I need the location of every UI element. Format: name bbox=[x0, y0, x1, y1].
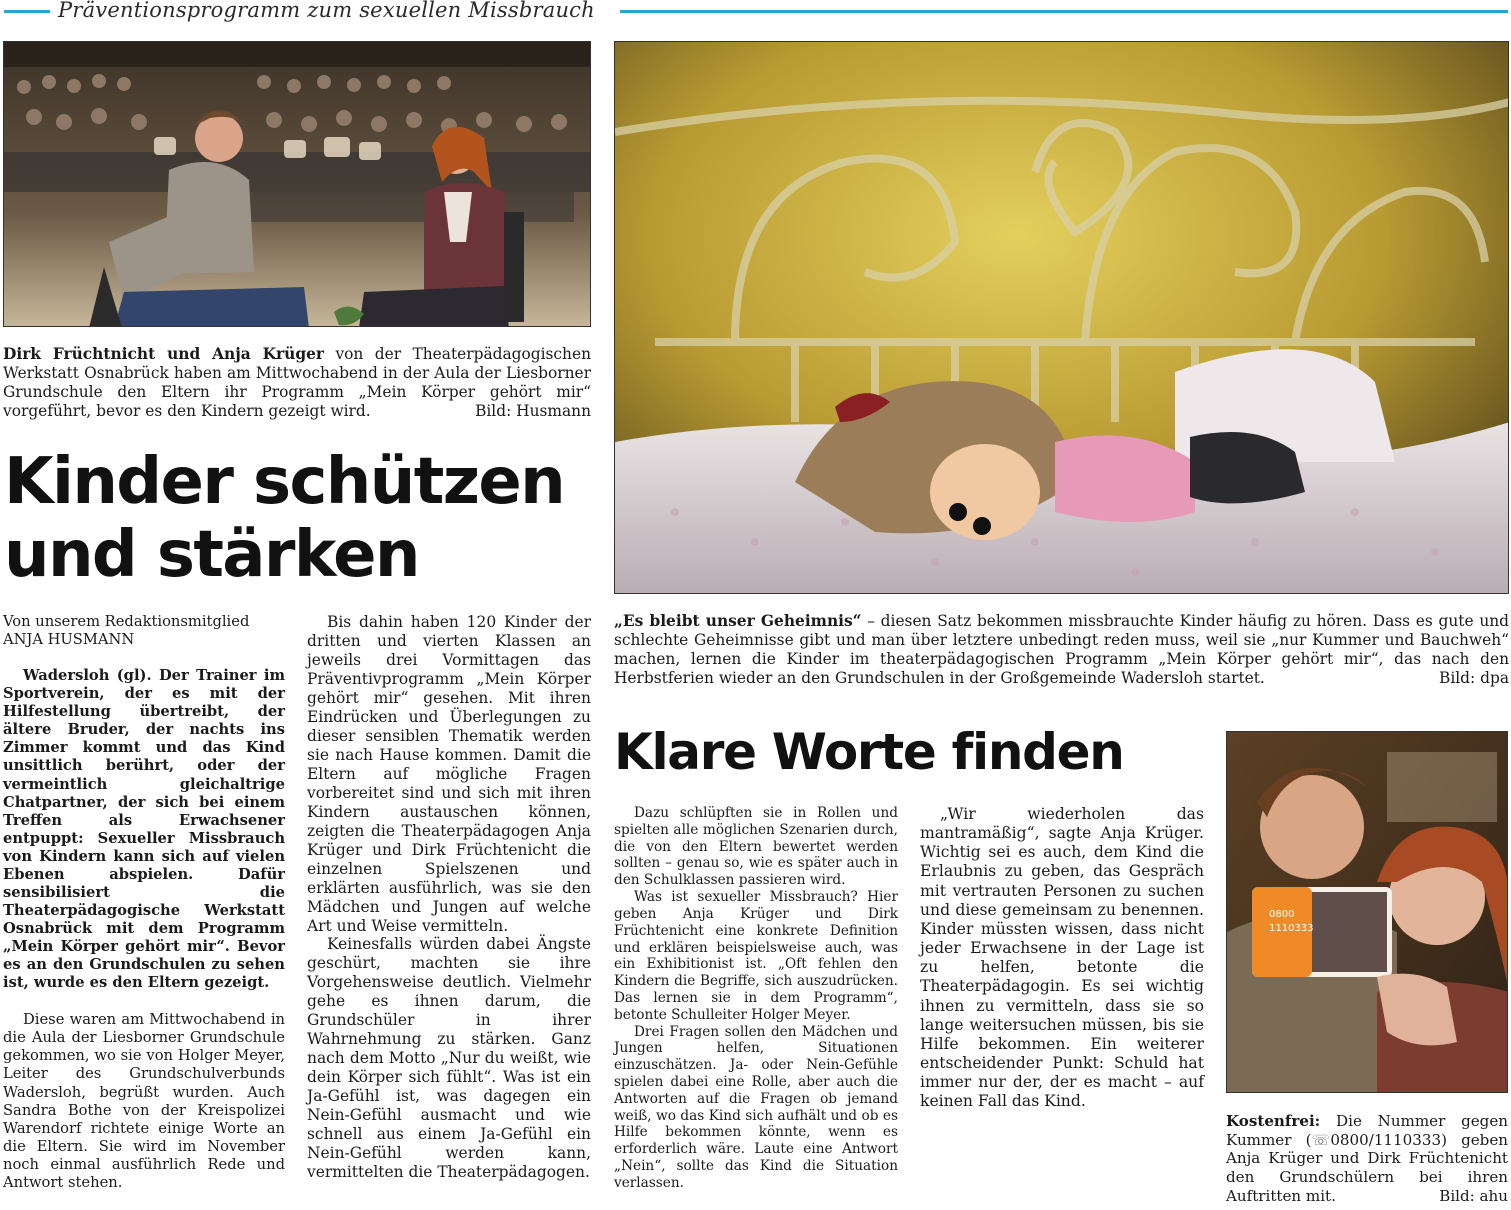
byline-author: ANJA HUSMANN bbox=[3, 631, 135, 649]
photo-doll-on-bed bbox=[614, 41, 1509, 594]
caption-theatre-photo bbox=[3, 345, 591, 421]
card-holders-illustration bbox=[1227, 732, 1508, 1093]
paragraph-7: „Wir wiederholen das mantramäßig“, sagte Anja Krüger. Wichtig sei es auch, dem Kind die Erlaubnis zu geben, das Gespräch mit vertrauten Personen zu suchen und diese gemeinsam zu benennen. Kinder müssten wissen, dass nicht jeder Erwachsene in der Lage ist zu helfen, betonte die Theaterpädagogin. Es sei wichtig ihnen zu vermitteln, dass sie so lange weitersuchen müssen, bis sie Hilfe bekommen. Ein weiterer entscheidender Punkt: Schuld hat immer nur der, der es macht – auf keinen Fall das Kind. bbox=[920, 805, 1204, 1111]
card-number: 0800 bbox=[1269, 909, 1295, 920]
article-lead bbox=[3, 667, 285, 992]
caption-names: Dirk Früchtnicht und Anja Krüger bbox=[3, 345, 325, 363]
photo-card-holders bbox=[1226, 731, 1508, 1093]
doll-bed-illustration bbox=[615, 42, 1509, 594]
caption-text: – diesen Satz bekommen missbrauchte Kinder häufig zu hören. Dass es gute und schlechte Geheimnisse gibt und man über letztere unbedingt reden muss, weil sie „nur Kummer und Bauchweh“ machen, lernen die Kinder im theaterpädagogischen Programm „Mein Körper gehört mir“, das nach den Herbstferien wieder an den Grundschulen in der Großgemeinde Wadersloh startet. bbox=[614, 612, 1510, 688]
headline-main-line-1: Kinder schützen bbox=[4, 445, 565, 519]
headline-main-line-2: und stärken bbox=[4, 518, 419, 592]
photo-credit: Bild: dpa bbox=[1439, 669, 1509, 688]
caption-text-a: Die Nummer gegen Kummer ( bbox=[1226, 1112, 1508, 1149]
card-number-2: 1110333 bbox=[1269, 923, 1314, 934]
caption-card-photo bbox=[1226, 1112, 1508, 1206]
headline-second: Klare Worte finden bbox=[614, 723, 1124, 781]
kicker-rule-left bbox=[4, 10, 50, 13]
phone-number: 0800/1110333 bbox=[1330, 1130, 1442, 1149]
article-column-4 bbox=[920, 805, 1204, 1112]
photo-theatre-scene bbox=[3, 41, 591, 327]
article-column-1 bbox=[3, 613, 285, 1192]
caption-doll-photo bbox=[614, 612, 1509, 688]
caption-text: von der Theaterpädagogischen Werkstatt Osnabrück haben am Mittwochabend in der Aula der Liesborner Grundschule den Eltern ihr Programm „Mein Körper gehört mir“ vorgeführt, bevor es den Kindern gezeigt wird. bbox=[3, 345, 591, 421]
photo-credit: Bild: ahu bbox=[1439, 1186, 1508, 1205]
caption-label: Kostenfrei: bbox=[1226, 1112, 1321, 1130]
article-column-3 bbox=[614, 805, 898, 1192]
byline-line-1: Von unserem Redaktionsmitglied bbox=[3, 613, 250, 630]
paragraph-2: Bis dahin haben 120 Kinder der dritten und vierten Klassen an jeweils drei Vormittagen das Präventivprogramm „Mein Körper gehört mir“ gesehen. Mit ihren Eindrücken und Überlegungen zu dieser sensiblen Thematik werden sie nach Hause kommen. Damit die Eltern auf mögliche Fragen vorbereitet sind und sich mit ihren Kindern austauschen können, zeigten die Theaterpädagogen Anja Krüger und Dirk Früchtenicht die einzelnen Spielszenen und erklärten ausführlich, was sie den Mädchen und Jungen auf welche Art und Weise vermitteln. bbox=[307, 613, 591, 935]
caption-quote: „Es bleibt unser Geheimnis“ bbox=[614, 612, 862, 630]
phone-icon: ☏ bbox=[1311, 1130, 1331, 1149]
section-kicker: Präventionsprogramm zum sexuellen Missbrauch bbox=[58, 0, 595, 22]
dateline: Wadersloh (gl). bbox=[23, 667, 152, 685]
paragraph-5: Was ist sexueller Missbrauch? Hier geben Anja Krüger und Dirk Früchtenicht eine konkrete Definition und erklären beispielsweise auch, was ein Exhibitionist ist. „Oft fehlen den Kindern die Begriffe, sich auszudrücken. Das lernen sie in dem Programm“, betonte Schulleiter Holger Meyer. bbox=[614, 889, 898, 1023]
lead-text: Der Trainer im Sportverein, der es mit der Hilfestellung übertreibt, der ältere Bruder, der nachts ins Zimmer kommt und das Kind unsittlich berührt, oder der vermeintlich gleichaltrige Chatpartner, der sich bei einem Treffen als Erwachsener entpuppt: Sexueller Missbrauch von Kindern kann sich auf vielen Ebenen abspielen. Dafür sensibilisiert die Theaterpädagogische Werkstatt Osnabrück mit dem Programm „Mein Körper gehört mir“. Bevor es an den Grundschulen zu sehen ist, wurde es den Eltern gezeigt. bbox=[3, 667, 285, 992]
kicker-rule-right bbox=[620, 10, 1508, 13]
paragraph-1: Diese waren am Mittwochabend in die Aula der Liesborner Grundschule gekommen, wo sie von Holger Meyer, Leiter des Grundschulverbunds Wadersloh, begrüßt wurden. Auch Sandra Bothe von der Kreispolizei Warendorf richtete einige Worte an die Eltern. Sie wird im November noch einmal ausführlich Rede und Antwort stehen. bbox=[3, 1011, 285, 1191]
caption-text-b: ) geben Anja Krüger und Dirk Früchtenicht den Grundschülern bei ihren Auftritten mit. bbox=[1226, 1130, 1508, 1205]
paragraph-4: Dazu schlüpften sie in Rollen und spielten alle möglichen Szenarien durch, die von den Eltern bewertet werden sollten – genau so, wie es später auch in den Schulklassen passieren wird. bbox=[614, 805, 898, 889]
paragraph-gap bbox=[3, 992, 285, 1011]
photo-credit: Bild: Husmann bbox=[475, 402, 591, 421]
article-column-2 bbox=[307, 613, 591, 1182]
theatre-scene-illustration bbox=[4, 42, 591, 327]
paragraph-3: Keinesfalls würden dabei Ängste geschürt, machten sie ihre Vorgehensweise deutlich. Vielmehr gehe es ihnen darum, die Grundschüler in ihrer Wahrnehmung zu stärken. Ganz nach dem Motto „Nur du weißt, wie dein Körper sich fühlt“. Was ist ein Ja-Gefühl ist, was dagegen ein Nein-Gefühl ausmacht und wie schnell aus einem Ja-Gefühl ein Nein-Gefühl werden kann, vermittelten die Theaterpädagogen. bbox=[307, 935, 591, 1182]
paragraph-6: Drei Fragen sollen den Mädchen und Jungen helfen, Situationen einzuschätzen. Ja- oder Nein-Gefühle spielen dabei eine Rolle, aber auch die Antworten auf die Fragen ob jemand weiß, wo das Kind sich aufhält und ob es Hilfe bekommen könnte, wenn es erforderlich wäre. Laute eine Antwort „Nein“, sollte das Kind die Situation verlassen. bbox=[614, 1023, 898, 1191]
